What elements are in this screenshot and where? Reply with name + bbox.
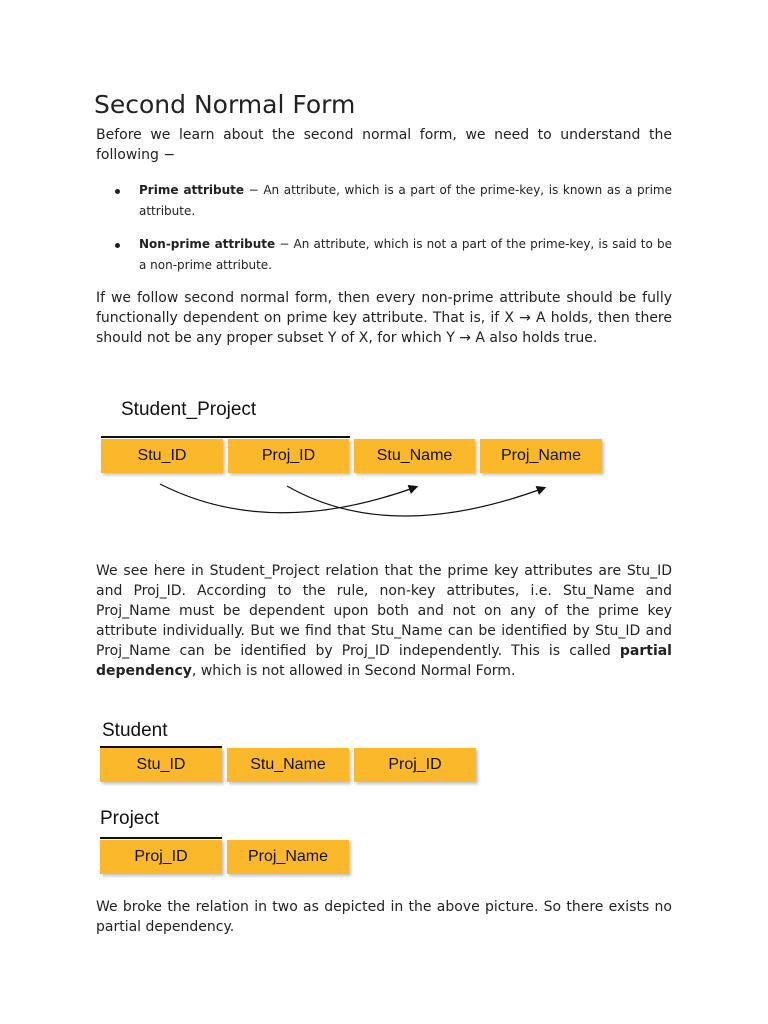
explanation-text-end: , which is not allowed in Second Normal Form. bbox=[191, 663, 516, 679]
diagram-title: Project bbox=[100, 808, 160, 829]
rule-paragraph: If we follow second normal form, then every non-prime attribute should be fully functionally dependent on prime key attribute. That is, if X → A holds, then there should not be any proper subset Y of X, for which Y → A also holds true. bbox=[96, 290, 672, 346]
attribute-cell-proj-id: Proj_ID bbox=[228, 439, 349, 473]
bullet-text: − An attribute, which is a part of the prime-key, is known as a prime attribute. bbox=[139, 183, 672, 218]
explanation-text: We see here in Student_Project relation that the prime key attributes are Stu_ID and Proj_ID. According to the rule, non-key attributes, i.e. Stu_Name and Proj_Name must be dependent upon both and not on any of the prime key attribute individually. But we find that Stu_Name can be identified by Stu_ID and Proj_Name can be identified by Proj_ID independently. This is called bbox=[96, 563, 672, 659]
attribute-cell-stu-name: Stu_Name bbox=[354, 439, 475, 473]
partial-dependency-term: partial dependency bbox=[96, 643, 672, 679]
attribute-cell-stu-name: Stu_Name bbox=[227, 748, 349, 782]
bullet-text: − An attribute, which is not a part of the prime-key, is said to be a non-prime attribute. bbox=[139, 237, 672, 272]
dependency-arrow-stu-name bbox=[160, 484, 416, 513]
dependency-arrow-proj-name bbox=[287, 486, 544, 516]
attribute-cell-stu-id: Stu_ID bbox=[101, 439, 223, 473]
intro-paragraph: Before we learn about the second normal form, we need to understand the following − bbox=[96, 127, 672, 163]
attribute-cell-proj-name: Proj_Name bbox=[227, 840, 349, 874]
bullet-term: Prime attribute bbox=[139, 183, 245, 197]
diagram-title: Student_Project bbox=[121, 399, 257, 420]
diagram-title: Student bbox=[102, 720, 168, 741]
bullet-term: Non-prime attribute bbox=[139, 237, 276, 251]
attribute-cell-proj-name: Proj_Name bbox=[480, 439, 602, 473]
primary-key-underline bbox=[100, 837, 222, 839]
conclusion-paragraph: We broke the relation in two as depicted in the above picture. So there exists no partial dependency. bbox=[96, 899, 672, 935]
page-title: Second Normal Form bbox=[94, 90, 356, 119]
explanation-paragraph bbox=[96, 561, 672, 681]
attribute-cell-proj-id: Proj_ID bbox=[354, 748, 476, 782]
attribute-cell-stu-id: Stu_ID bbox=[100, 748, 222, 782]
attribute-cell-proj-id: Proj_ID bbox=[100, 840, 222, 874]
